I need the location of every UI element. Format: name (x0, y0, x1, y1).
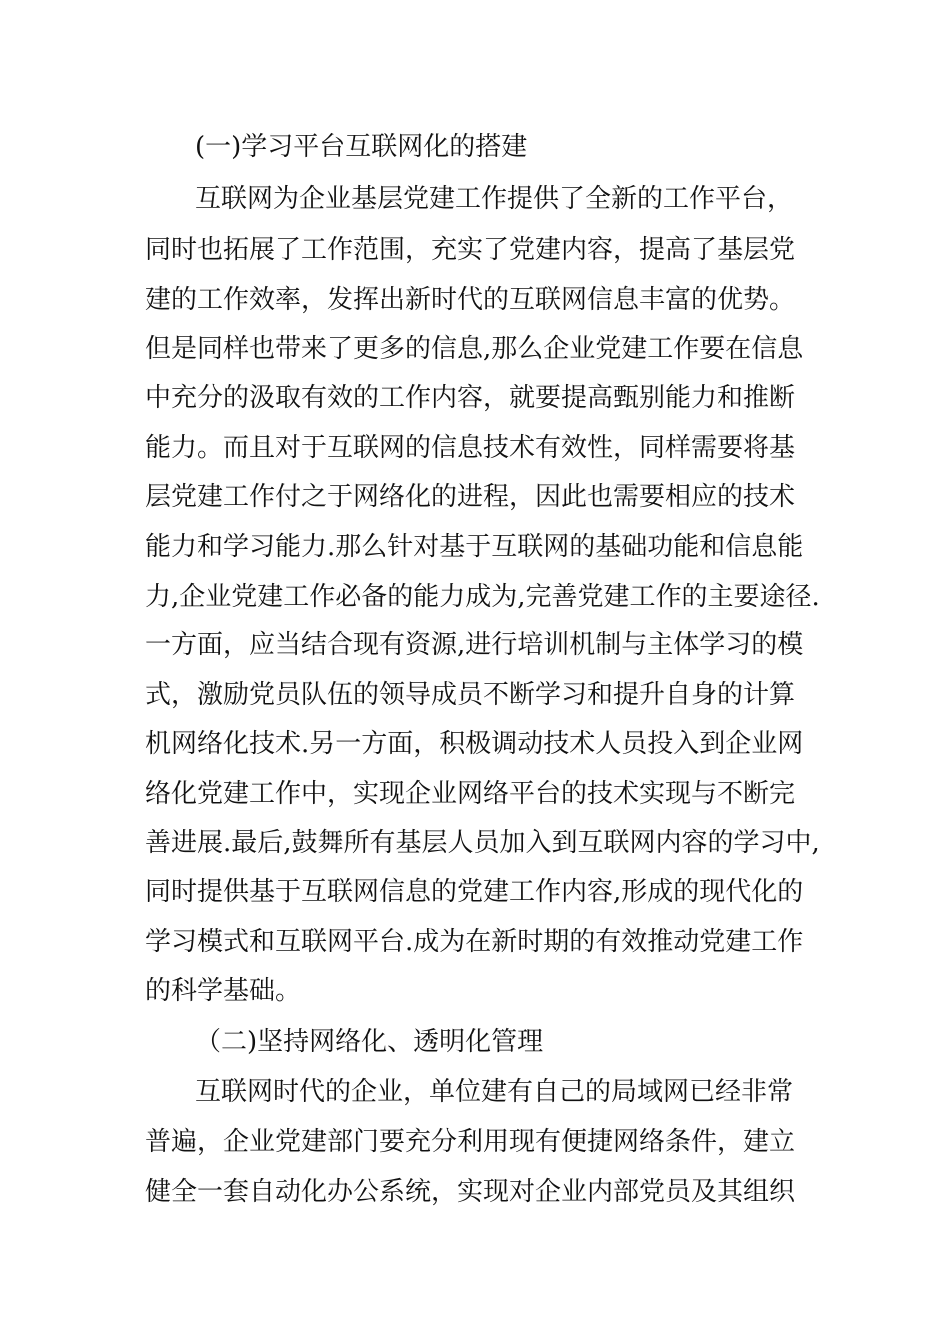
paragraph-line: 善进展.最后,鼓舞所有基层人员加入到互联网内容的学习中, (145, 828, 820, 858)
paragraph-line: 互联网为企业基层党建工作提供了全新的工作平台， (195, 184, 794, 214)
paragraph-line: 能力和学习能力.那么针对基于互联网的基础功能和信息能 (145, 532, 804, 562)
paragraph-line: 同时提供基于互联网信息的党建工作内容,形成的现代化的 (145, 877, 804, 907)
paragraph-line: 的科学基础。 (145, 976, 302, 1006)
paragraph-line: 式，激励党员队伍的领导成员不断学习和提升自身的计算 (145, 680, 796, 710)
paragraph-line: 一方面，应当结合现有资源,进行培训机制与主体学习的模 (145, 630, 804, 660)
paragraph-line: 能力。而且对于互联网的信息技术有效性，同样需要将基 (145, 433, 796, 463)
paragraph-line: 学习模式和互联网平台.成为在新时期的有效推动党建工作 (145, 927, 804, 957)
paragraph-line: 络化党建工作中，实现企业网络平台的技术实现与不断完 (145, 779, 796, 809)
section-heading-2: （二)坚持网络化、透明化管理 (195, 1027, 544, 1057)
paragraph-line: 建的工作效率，发挥出新时代的互联网信息丰富的优势。 (145, 285, 796, 315)
paragraph-line: 同时也拓展了工作范围，充实了党建内容，提高了基层党 (145, 235, 796, 265)
section-heading-1: (一)学习平台互联网化的搭建 (195, 132, 528, 162)
paragraph-line: 健全一套自动化办公系统，实现对企业内部党员及其组织 (145, 1177, 796, 1207)
paragraph-line: 普遍，企业党建部门要充分利用现有便捷网络条件，建立 (145, 1127, 796, 1157)
paragraph-line: 中充分的汲取有效的工作内容，就要提高甄别能力和推断 (145, 383, 796, 413)
paragraph-line: 互联网时代的企业，单位建有自己的局域网已经非常 (195, 1077, 794, 1107)
paragraph-line: 但是同样也带来了更多的信息,那么企业党建工作要在信息 (145, 334, 804, 364)
paragraph-line: 机网络化技术.另一方面，积极调动技术人员投入到企业网 (145, 729, 804, 759)
paragraph-line: 层党建工作付之于网络化的进程，因此也需要相应的技术 (145, 482, 796, 512)
paragraph-line: 力,企业党建工作必备的能力成为,完善党建工作的主要途径. (145, 582, 820, 612)
